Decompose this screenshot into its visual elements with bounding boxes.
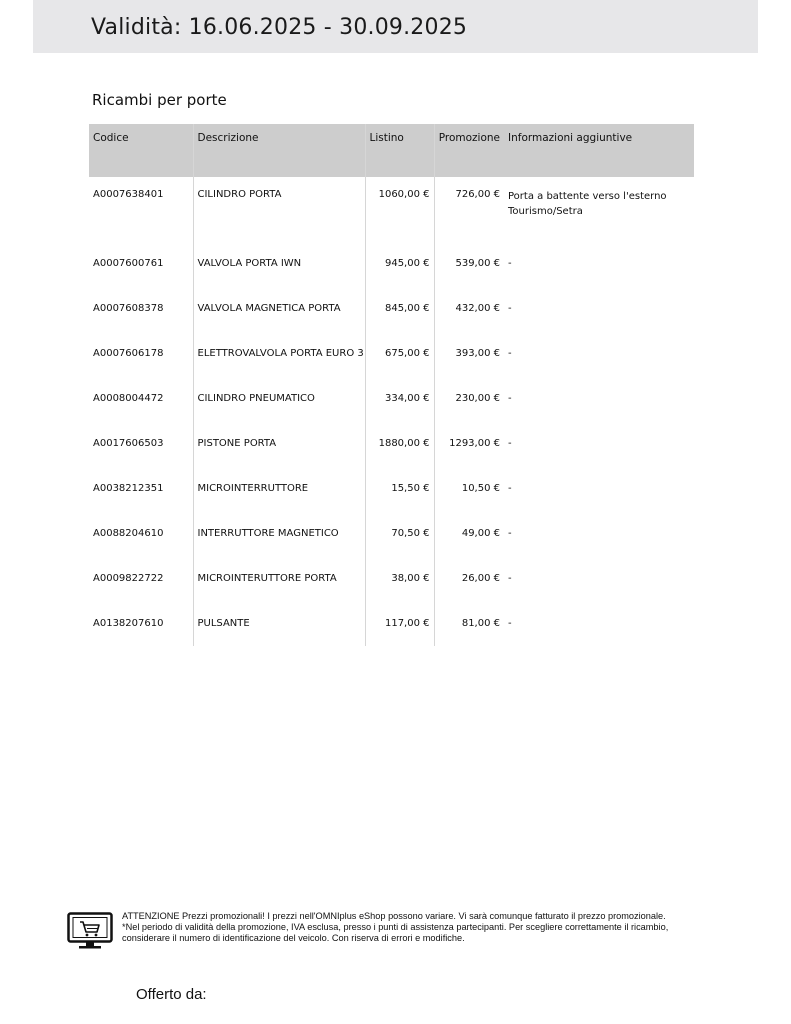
table-row bbox=[89, 241, 694, 286]
table-row bbox=[89, 331, 694, 376]
parts-table bbox=[89, 124, 695, 646]
table-row bbox=[89, 556, 694, 601]
promo-price-cell: 432,00 € bbox=[455, 303, 500, 314]
column-header-promo-price: Promozione bbox=[434, 124, 504, 177]
additional-info-cell: - bbox=[508, 303, 512, 314]
promo-price-cell: 539,00 € bbox=[455, 258, 500, 269]
table-row bbox=[89, 376, 694, 421]
list-price-cell: 38,00 € bbox=[365, 556, 434, 601]
footer-notice bbox=[122, 911, 672, 944]
section-title: Ricambi per porte bbox=[92, 91, 227, 109]
promo-price-cell: 393,00 € bbox=[455, 348, 500, 359]
additional-info-cell: - bbox=[508, 528, 512, 539]
part-description-cell: CILINDRO PORTA bbox=[193, 177, 365, 241]
list-price-cell: 15,50 € bbox=[365, 466, 434, 511]
list-price-cell: 1880,00 € bbox=[365, 421, 434, 466]
table-row bbox=[89, 177, 694, 241]
column-header-info: Informazioni aggiuntive bbox=[504, 124, 694, 177]
column-header-description: Descrizione bbox=[193, 124, 365, 177]
part-description-cell: MICROINTERRUTTORE bbox=[193, 466, 365, 511]
offered-by-label: Offerto da: bbox=[136, 986, 207, 1003]
additional-info-cell: - bbox=[508, 393, 512, 404]
part-description-cell: ELETTROVALVOLA PORTA EURO 3 bbox=[193, 331, 365, 376]
part-description-cell: INTERRUTTORE MAGNETICO bbox=[193, 511, 365, 556]
table-row bbox=[89, 601, 694, 646]
part-code-cell: A0038212351 bbox=[89, 466, 193, 511]
promo-price-cell: 230,00 € bbox=[455, 393, 500, 404]
part-description-cell: VALVOLA PORTA IWN bbox=[193, 241, 365, 286]
part-description-cell: PISTONE PORTA bbox=[193, 421, 365, 466]
part-code-cell: A0007606178 bbox=[89, 331, 193, 376]
part-code-cell: A0088204610 bbox=[89, 511, 193, 556]
promo-price-cell: 10,50 € bbox=[461, 483, 500, 494]
list-price-cell: 945,00 € bbox=[365, 241, 434, 286]
additional-info-cell: - bbox=[508, 348, 512, 359]
list-price-cell: 70,50 € bbox=[365, 511, 434, 556]
validity-title: Validità: 16.06.2025 - 30.09.2025 bbox=[91, 15, 468, 40]
table-row bbox=[89, 286, 694, 331]
additional-info-cell: - bbox=[508, 483, 512, 494]
part-description-cell: CILINDRO PNEUMATICO bbox=[193, 376, 365, 421]
list-price-cell: 117,00 € bbox=[365, 601, 434, 646]
part-code-cell: A0007600761 bbox=[89, 241, 193, 286]
monitor-cart-icon bbox=[67, 912, 113, 950]
list-price-cell: 334,00 € bbox=[365, 376, 434, 421]
additional-info-cell: - bbox=[508, 618, 512, 629]
promo-warning-text: ATTENZIONE Prezzi promozionali! I prezzi nell'OMNIplus eShop possono variare. Vi sarà comunque fatturato il prezzo promozionale. bbox=[122, 911, 666, 921]
table-row bbox=[89, 466, 694, 511]
additional-info-cell: - bbox=[508, 573, 512, 584]
column-header-list-price: Listino bbox=[365, 124, 434, 177]
part-code-cell: A0007608378 bbox=[89, 286, 193, 331]
part-description-cell: PULSANTE bbox=[193, 601, 365, 646]
validity-banner bbox=[33, 0, 758, 53]
part-code-cell: A0138207610 bbox=[89, 601, 193, 646]
table-row bbox=[89, 511, 694, 556]
additional-info-cell: - bbox=[508, 438, 512, 449]
table-row bbox=[89, 421, 694, 466]
part-code-cell: A0007638401 bbox=[89, 177, 193, 241]
column-header-code: Codice bbox=[89, 124, 193, 177]
part-code-cell: A0008004472 bbox=[89, 376, 193, 421]
list-price-cell: 675,00 € bbox=[365, 331, 434, 376]
promo-price-cell: 49,00 € bbox=[461, 528, 500, 539]
promo-price-cell: 1293,00 € bbox=[449, 438, 500, 449]
part-code-cell: A0017606503 bbox=[89, 421, 193, 466]
part-description-cell: VALVOLA MAGNETICA PORTA bbox=[193, 286, 365, 331]
promo-price-cell: 26,00 € bbox=[461, 573, 500, 584]
promo-price-cell: 726,00 € bbox=[455, 189, 500, 200]
additional-info-cell: Porta a battente verso l'esterno Tourismo/Setra bbox=[508, 191, 667, 217]
list-price-cell: 845,00 € bbox=[365, 286, 434, 331]
list-price-cell: 1060,00 € bbox=[365, 177, 434, 241]
additional-info-cell: - bbox=[508, 258, 512, 269]
table-header-row bbox=[89, 124, 694, 177]
part-description-cell: MICROINTERUTTORE PORTA bbox=[193, 556, 365, 601]
promo-price-cell: 81,00 € bbox=[461, 618, 500, 629]
part-code-cell: A0009822722 bbox=[89, 556, 193, 601]
footnote-text: *Nel periodo di validità della promozione, IVA esclusa, presso i punti di assistenza partecipanti. Per scegliere correttamente il ricambio, considerare il numero di identificazione del veicolo. Con riserva di errori e modifiche. bbox=[122, 922, 669, 943]
